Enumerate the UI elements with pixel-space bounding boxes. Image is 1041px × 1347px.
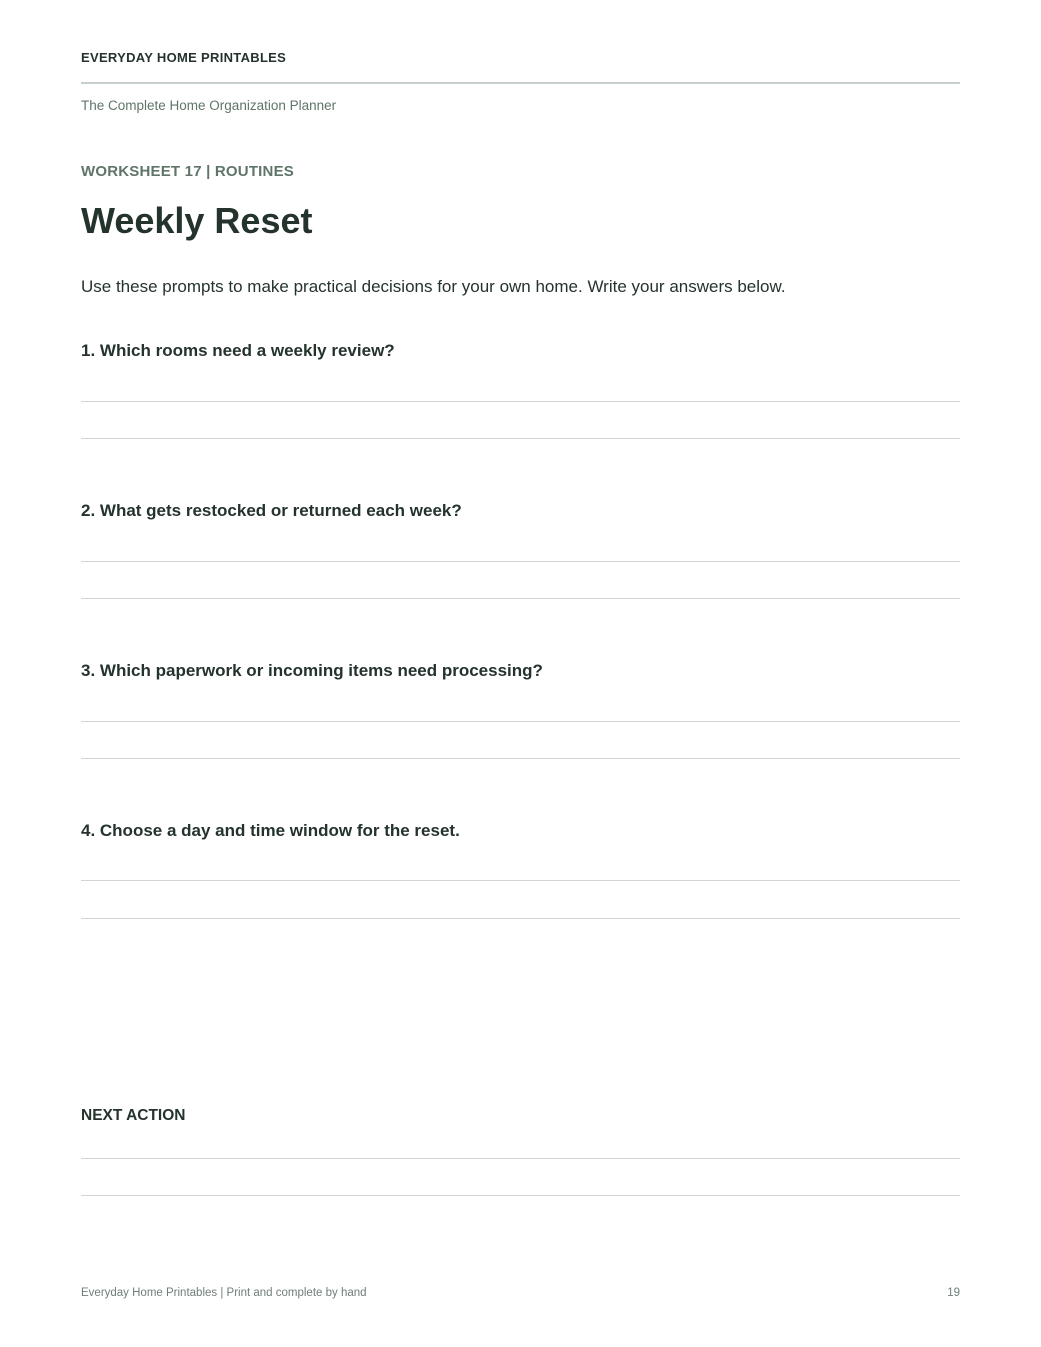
worksheet-kicker: WORKSHEET 17 | ROUTINES [81,163,294,180]
answer-line-3b[interactable] [81,758,960,759]
page-title: Weekly Reset [81,200,313,241]
answer-line-3a[interactable] [81,721,960,722]
header-divider [81,82,960,84]
answer-line-1a[interactable] [81,401,960,402]
answer-line-1b[interactable] [81,438,960,439]
question-1: 1. Which rooms need a weekly review? [81,341,395,360]
answer-line-4b[interactable] [81,918,960,919]
intro-text: Use these prompts to make practical decisions for your own home. Write your answers below. [81,277,786,296]
answer-line-2a[interactable] [81,561,960,562]
question-3: 3. Which paperwork or incoming items need processing? [81,661,543,680]
question-4: 4. Choose a day and time window for the reset. [81,821,460,840]
question-2: 2. What gets restocked or returned each week? [81,501,462,520]
answer-line-4a[interactable] [81,880,960,881]
next-action-line-b[interactable] [81,1195,960,1196]
brand-name: EVERYDAY HOME PRINTABLES [81,50,287,65]
planner-subtitle: The Complete Home Organization Planner [81,98,337,113]
footer-text: Everyday Home Printables | Print and complete by hand [81,1287,367,1299]
next-action-label: NEXT ACTION [81,1107,186,1124]
answer-line-2b[interactable] [81,598,960,599]
next-action-line-a[interactable] [81,1158,960,1159]
page-number: 19 [947,1287,960,1299]
